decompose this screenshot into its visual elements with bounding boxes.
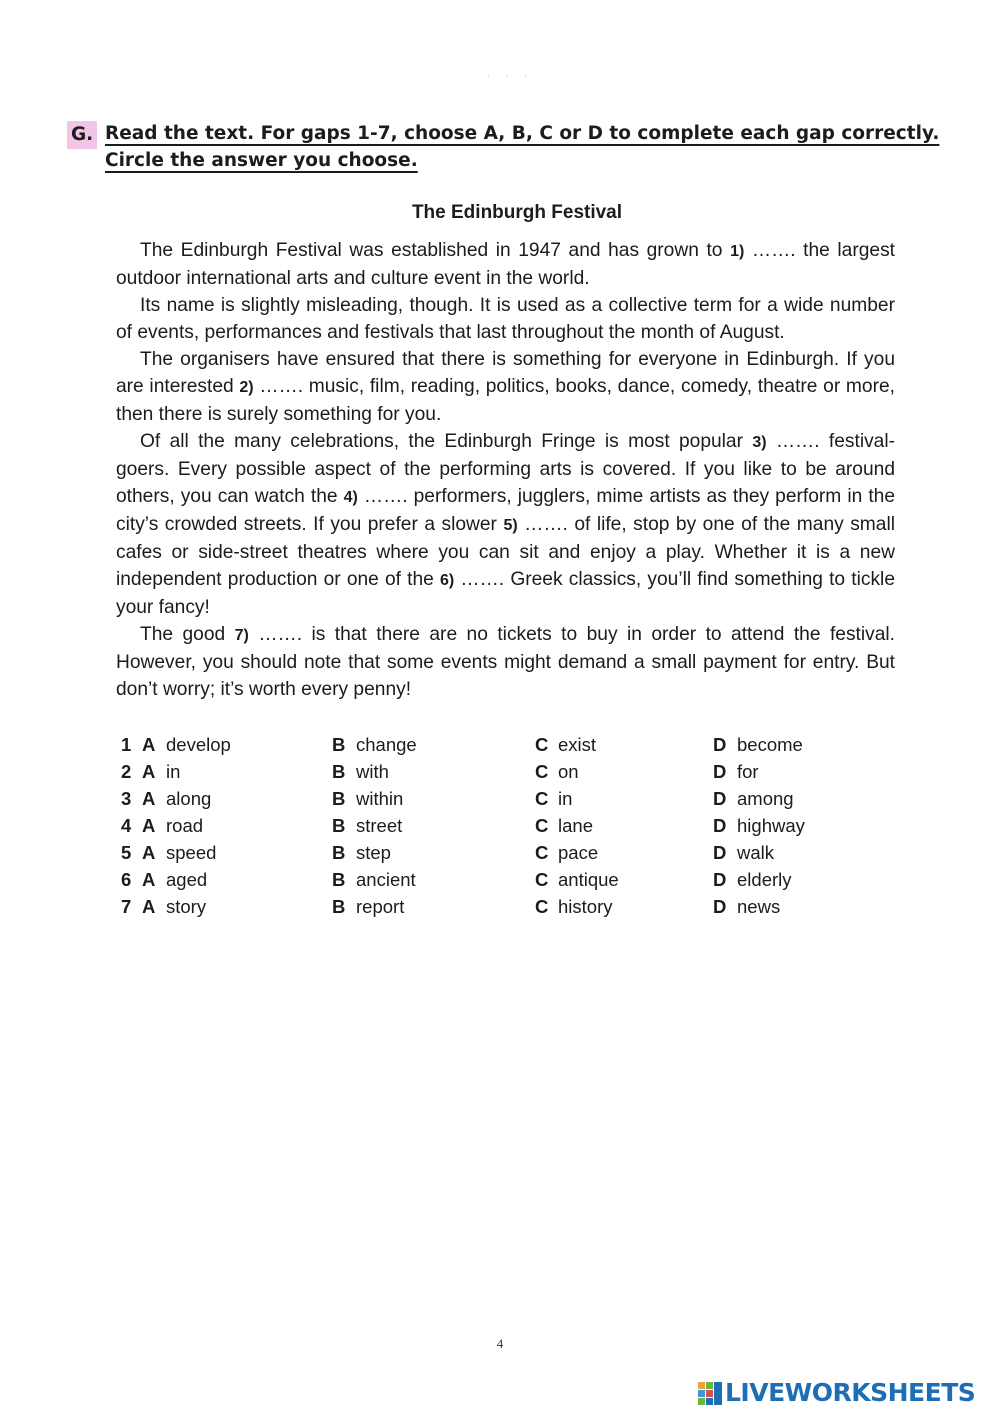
question-number: 5	[121, 842, 132, 863]
option-c[interactable]: pace	[558, 842, 599, 863]
option-letter-b: B	[332, 761, 346, 782]
option-b[interactable]: with	[356, 761, 389, 782]
option-letter-b: B	[332, 815, 346, 836]
gap-4[interactable]: 4)	[343, 489, 358, 506]
question-number: 4	[121, 815, 132, 836]
option-letter-c: C	[535, 761, 549, 782]
option-letter-a: A	[142, 896, 156, 917]
option-letter-b: B	[332, 869, 346, 890]
option-row	[116, 731, 876, 758]
option-a[interactable]: aged	[166, 869, 208, 890]
option-letter-a: A	[142, 815, 156, 836]
gap-7[interactable]: 7)	[234, 627, 249, 644]
option-row	[116, 866, 876, 893]
paragraph-2: Its name is slightly misleading, though. It is used as a collective term for a wide number of events, performances and festivals that last throughout the month of August.	[116, 295, 895, 343]
option-letter-c: C	[535, 815, 549, 836]
option-row	[116, 785, 876, 812]
instruction-line-2: Circle the answer you choose.	[105, 150, 418, 171]
option-letter-d: D	[713, 869, 727, 890]
option-letter-b: B	[332, 788, 346, 809]
option-d[interactable]: walk	[737, 842, 775, 863]
instruction-line-1: Read the text. For gaps 1-7, choose A, B, C or D to complete each gap correctly.	[105, 123, 940, 144]
option-letter-d: D	[713, 815, 727, 836]
option-b[interactable]: report	[356, 896, 405, 917]
option-letter-d: D	[713, 896, 727, 917]
page-artifact: · · ·	[486, 70, 534, 82]
question-number: 2	[121, 761, 132, 782]
option-d[interactable]: become	[737, 734, 803, 755]
option-b[interactable]: within	[356, 788, 404, 809]
brand-text: LIVEWORKSHEETS	[725, 1378, 976, 1407]
option-c[interactable]: on	[558, 761, 579, 782]
option-letter-a: A	[142, 842, 156, 863]
answer-options	[116, 731, 876, 920]
liveworksheets-brand[interactable]	[697, 1377, 975, 1409]
option-a[interactable]: develop	[166, 734, 231, 755]
option-letter-b: B	[332, 734, 346, 755]
question-number: 7	[121, 896, 132, 917]
option-letter-d: D	[713, 842, 727, 863]
task-letter: G.	[67, 121, 97, 149]
option-letter-c: C	[535, 734, 549, 755]
option-letter-d: D	[713, 734, 727, 755]
option-letter-c: C	[535, 788, 549, 809]
option-letter-a: A	[142, 788, 156, 809]
option-a[interactable]: along	[166, 788, 212, 809]
question-number: 3	[121, 788, 132, 809]
paragraph-4: Of all the many celebrations, the Edinburgh Fringe is most popular 3) ……. festival-goers. Every possible aspect of the performing arts is covered. If you like to be around others, you can watch the 4) ……. performers, jugglers, mime artists as they perform in the city’s crowded streets. If you prefer a slower 5) ……. of life, stop by one of the many small cafes or side-street theatres where you can sit and enjoy a play. Whether it is a new independent production or one of the 6) ……. Greek classics, you’ll find something to tickle your fancy!	[116, 431, 895, 618]
question-number: 1	[121, 734, 132, 755]
gap-2[interactable]: 2)	[239, 379, 254, 396]
option-letter-a: A	[142, 761, 156, 782]
option-row	[116, 758, 876, 785]
gap-5[interactable]: 5)	[503, 517, 518, 534]
option-a[interactable]: in	[166, 761, 181, 782]
option-letter-d: D	[713, 761, 727, 782]
option-row	[116, 812, 876, 839]
gap-6[interactable]: 6)	[440, 572, 455, 589]
option-d[interactable]: for	[737, 761, 759, 782]
option-letter-a: A	[142, 734, 156, 755]
option-c[interactable]: lane	[558, 815, 593, 836]
option-a[interactable]: road	[166, 815, 204, 836]
option-c[interactable]: antique	[558, 869, 619, 890]
option-d[interactable]: highway	[737, 815, 805, 836]
paragraph-5: The good 7) ……. is that there are no tickets to buy in order to attend the festival. However, you should note that some events might demand a small payment for entry. But don’t worry; it’s worth every penny!	[116, 624, 895, 700]
option-b[interactable]: step	[356, 842, 391, 863]
article-text	[116, 237, 895, 703]
question-number: 6	[121, 869, 132, 890]
option-d[interactable]: among	[737, 788, 794, 809]
option-a[interactable]: story	[166, 896, 207, 917]
option-letter-c: C	[535, 896, 549, 917]
option-c[interactable]: history	[558, 896, 613, 917]
page-number: 4	[496, 1336, 504, 1351]
option-b[interactable]: ancient	[356, 869, 416, 890]
option-d[interactable]: elderly	[737, 869, 792, 890]
paragraph-3: The organisers have ensured that there is something for everyone in Edinburgh. If you are interested 2) ……. music, film, reading, politics, books, dance, comedy, theatre or more, then there is surely something for you.	[116, 349, 895, 425]
option-b[interactable]: change	[356, 734, 417, 755]
option-c[interactable]: in	[558, 788, 573, 809]
gap-3[interactable]: 3)	[752, 434, 767, 451]
article-title: The Edinburgh Festival	[411, 202, 623, 223]
gap-1[interactable]: 1)	[730, 243, 745, 260]
option-row	[116, 839, 876, 866]
option-letter-d: D	[713, 788, 727, 809]
option-letter-c: C	[535, 869, 549, 890]
option-letter-a: A	[142, 869, 156, 890]
option-c[interactable]: exist	[558, 734, 597, 755]
option-letter-b: B	[332, 896, 346, 917]
option-a[interactable]: speed	[166, 842, 217, 863]
option-b[interactable]: street	[356, 815, 403, 836]
option-letter-b: B	[332, 842, 346, 863]
option-letter-c: C	[535, 842, 549, 863]
option-row	[116, 893, 876, 920]
option-d[interactable]: news	[737, 896, 781, 917]
paragraph-1: The Edinburgh Festival was established in 1947 and has grown to 1) ……. the largest outdoor international arts and culture event in the world.	[116, 240, 896, 289]
liveworksheets-logo-icon	[697, 1380, 723, 1406]
